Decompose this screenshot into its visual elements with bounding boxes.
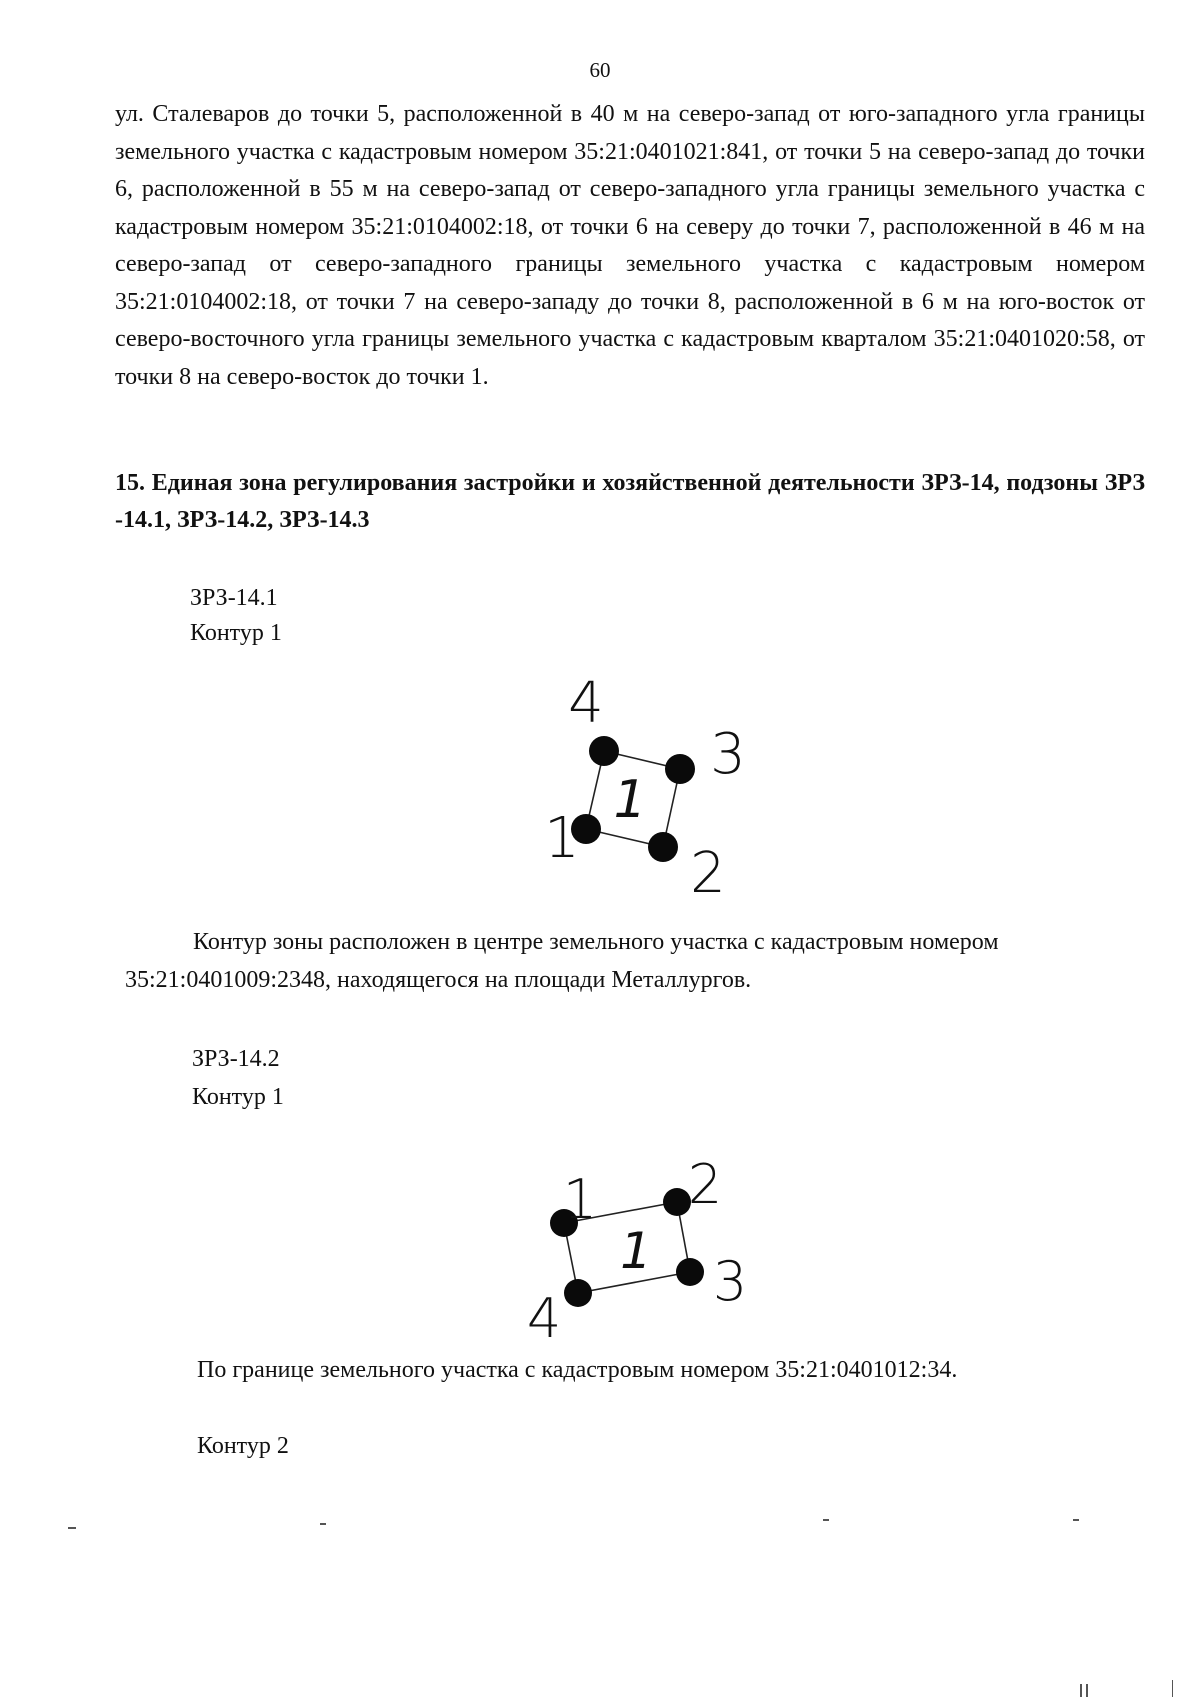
scan-mark	[823, 1519, 829, 1521]
vertex-2-dot	[663, 1188, 691, 1216]
vertex-1-label: 1	[544, 806, 580, 871]
scan-mark	[1086, 1684, 1088, 1697]
boundary-description-paragraph: ул. Сталеваров до точки 5, расположенной в 40 м на северо-запад от юго-западного угла границы земельного участка с кадастровым номером 35:21:0401021:841, от точки 5 на северо-запад до точки 6, расположенной в 55 м на северо-запад от северо-западного угла границы земельного участка с кадастровым номером 35:21:0104002:18, от точки 6 на северу до точки 7, расположенной в 46 м на северо-запад от северо-западного границы земельного участка с кадастровым номером 35:21:0104002:18, от точки 7 на северо-западу до точки 8, расположенной в 6 м на юго-восток от северо-восточного угла границы земельного участка с кадастровым кварталом 35:21:0401020:58, от точки 8 на северо-восток до точки 1.	[115, 101, 1145, 390]
contour-diagram-14-2	[520, 1140, 760, 1350]
vertex-3-dot	[665, 754, 695, 784]
scan-mark	[1073, 1519, 1079, 1521]
vertex-4-label: 4	[526, 1287, 562, 1350]
vertex-4-dot	[589, 736, 619, 766]
subzone-code-14-2: ЗРЗ-14.2	[192, 1046, 280, 1072]
contour-label-14-2: Контур 1	[192, 1084, 284, 1110]
vertex-3-label: 3	[712, 1250, 748, 1313]
contour-number-label: 1	[620, 1222, 652, 1280]
vertex-2-label: 2	[690, 841, 726, 906]
vertex-4-dot	[564, 1279, 592, 1307]
contour-number-label: 1	[613, 770, 647, 830]
subzone-code-14-1: ЗРЗ-14.1	[190, 585, 278, 611]
description-14-1: Контур зоны расположен в центре земельного участка с кадастровым номером 35:21:0401009:2348, находящегося на площади Металлургов.	[125, 929, 999, 993]
vertex-3-label: 3	[710, 722, 746, 787]
scan-mark	[68, 1527, 76, 1529]
vertex-2-dot	[648, 832, 678, 862]
vertex-2-label: 2	[687, 1153, 723, 1216]
scan-mark	[1080, 1684, 1082, 1697]
contour-label-2: Контур 2	[197, 1433, 289, 1459]
scan-mark	[1172, 1680, 1173, 1697]
page-number: 60	[589, 58, 611, 82]
vertex-1-label: 1	[562, 1168, 598, 1231]
contour-diagram-14-1	[520, 660, 760, 906]
description-14-2: По границе земельного участка с кадастровым номером 35:21:0401012:34.	[197, 1357, 958, 1383]
section-heading: 15. Единая зона регулирования застройки и хозяйственной деятельности ЗРЗ-14, подзоны ЗРЗ -14.1, ЗРЗ-14.2, ЗРЗ-14.3	[115, 470, 1145, 533]
vertex-4-label: 4	[568, 671, 604, 736]
contour-label-14-1: Контур 1	[190, 620, 282, 646]
scan-mark	[320, 1523, 326, 1525]
vertex-3-dot	[676, 1258, 704, 1286]
